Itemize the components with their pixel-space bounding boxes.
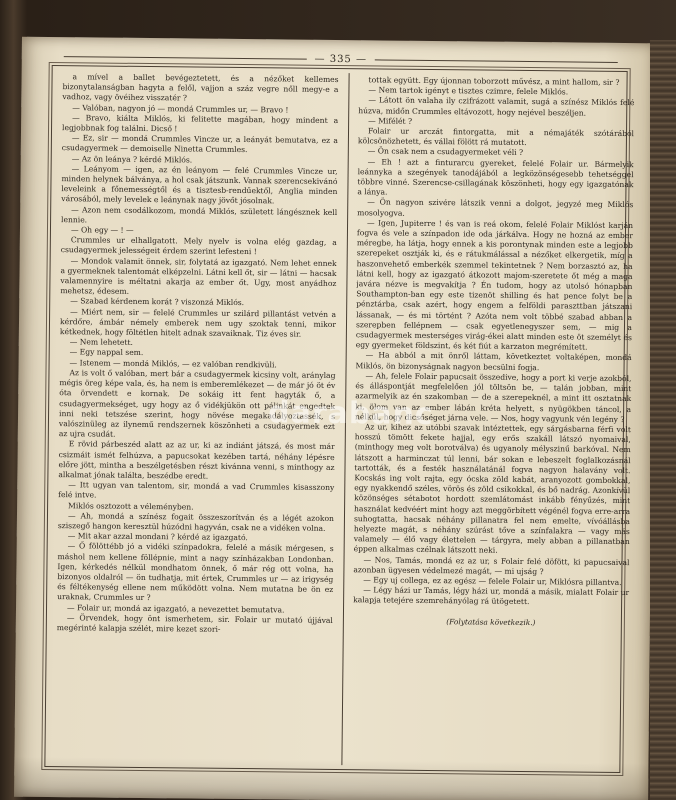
paragraph: — Istenem — mondá Miklós, — ez valóban rendkivüli.: [69, 357, 277, 370]
paragraph: — Oh egy — ! —: [70, 225, 134, 235]
page-bottom-shadow: [14, 757, 648, 800]
left-column: [55, 72, 338, 763]
paragraph: — Ha abból a mit önről láttam, következtet voltaképen, mondá Miklós, ön bizonyságnak nagyon becsülni fogja.: [355, 350, 632, 372]
paragraph: — Mondok valamit önnek, sir, folytatá az igazgató. Nem lehet ennek a gyermeknek talentomát elképzelni. Látni kell őt, sir — látni — hacsak valamennyire is méltatni akarja az ember őt. Ugy, most anyádhoz mehetsz, édesem.: [60, 255, 337, 297]
paragraph: — Nos, Tamás, mondá ez az ur, s Folair felé döfött, ki papucsaival azonban ügyesen védelmezé magát, — mi ujság ?: [353, 554, 630, 576]
right-column: [351, 75, 634, 766]
paragraph: — Igen, Jupiterre ! és van is reá okom, felelé Folair Miklóst karján fogva és vele a színpadon ide oda járkálva. Hogy ne hozná az ember méregbe, ha látja, hogy ennek a kis porontynak minden este a legjobb szerepeket osztják ki, és e rátukmálással a nézőket elkergetik, míg a haszonvehető emberkék szemmel tekintetnek ? Nem borzasztó az, ha látni kell, hogy az igazgató átkozott majom-szeretete őt még a maga javára nézve is megvakítja ? Én tudom, hogy az utolsó hónapban Southampton-ban egy este tizenöt shilling és hat pence folyt be a pénztárba, csak azért, hogy engem a felföldi paraszttban játszani lássanak, — és mi történt ? Azóta nem volt többé szabad abban a szerepben fellépnem — csak egyetlenegyszer sem, — mig a csudagyermek mesterséges virág-ékei alatt minden este öt személyt és egy gyermeket földszint, és két fiút a karzaton megrémített.: [355, 218, 634, 352]
paragraph: E rövid párbeszéd alatt az az ur, ki az indiánt játszá, és most már csizmáit ismét felhúzva, a papucsokat kezében tartá, néhány lépésre előre jött, mintha a beszélgetésben részt kivánna venni, s minthogy az alkalmat jónak találta, beszédbe eredt.: [58, 439, 335, 481]
paragraph: Az is volt ő valóban, mert bár a csudagyermek kicsiny volt, aránylag mégis öreg képe vala, és, ha nem is emberemlékezet — de már jó öt év óta örvendett e kornak. De sokáig itt fent hagyták ő, a csudagyermekséget, ugy hogy az ő vidékjükön ott pálinkát engedtek inni neki tetszése szerint, hogy növése megakadályoztassék, s valószinüleg az ilynemű rendszernek köszönheti a csudagyermek ezt az ujra csudát.: [58, 368, 336, 439]
paragraph: — Légy házi ur Tamás, légy házi ur, mondá a másik, mialatt Folair ur kalapja tetejére szemrehányólag rá ütögetett.: [353, 585, 630, 607]
paragraph: — Mit akar azzal mondani ? kérdé az igazgató.: [67, 531, 248, 543]
paragraph: — Folair ur, mondá az igazgató, a nevezettet bemutatva.: [66, 602, 285, 615]
column-divider: [341, 73, 349, 765]
text-frame: [44, 65, 635, 773]
paragraph: — Azon nem csodálkozom, mondá Miklós, született lángésznek kell lennie.: [61, 204, 338, 225]
paragraph: — Bravo, kiálta Miklós, ki felitette magában, hogy mindent a legjobbnak fog találni. Dicső !: [61, 113, 339, 134]
paragraph: Crummles ur elhallgatott. Mely nyelv is volna elég gazdag, a csudagyermek jelességeit érdem szerint lefesteni !: [60, 235, 337, 257]
paragraph: — Az ön leánya ? kérdé Miklós.: [71, 153, 193, 165]
paragraph: — Eh ! azt a finturarcu gyereket, felelé Folair ur. Bármelyik leánnyka a szegények tanodájából a legközönségesebb tehetséggel többre vinné. Szerencse-csillagának köszönheti, hogy egy igazgatónak a lánya.: [357, 156, 634, 197]
paragraph: — Egy nappal sem.: [69, 347, 144, 358]
paragraph: Folair ur arczát fintorgatta, mit a némajáték szótárából kölcsönözhetett, és vállai fölött rá mutatott.: [357, 126, 635, 148]
continuation-note: (Folytatása következik.): [446, 616, 536, 627]
book-spine: [650, 40, 676, 800]
page-number: — 335 —: [314, 53, 368, 65]
paragraph: — Egy uj collega, ez az egész — felele Folair ur, Miklósra pillantva.: [363, 575, 622, 587]
paragraph: — Nem lehetett.: [69, 337, 133, 348]
paragraph: tottak együtt. Egy újonnan toborzott művész, a mint hallom, sir ?: [368, 75, 620, 87]
paragraph: Az ur, kihez az utóbbi szavak intéztettek, egy sárgásbarna férfi volt hosszú tömött fekete hajjal, egy erős szakáll látszó nyomaival, (minthogy meg volt borotválva) és ugyanoly mélyszinű barkóval. Nem látszott a harminczat túl lenni, bár sokan e lebeszelt foglalkozásnál tartották, és a festék használatánál fogva nagyon halavány volt. Kocskás ing volt rajta, egy ócska zöld kabát, aranyozott gombokkal, egy nyakkendő széles, vörös és zöld csikokkal, és bő nadrág. Azonkívül közönséges sétabotot hordott szemlátomást inkább fényűzés, mint használat kedvéért mint hogy azt meggörbített végénél fogva erre-arra suhogtatta, hacsak néhány pillanatra fel nem emelte, vívóállásba helyezte magát, s néhány szúrást tőve a színfalakra — vagy más valamely — élő vagy élettelen — tárgyra, mely abban a pillanatban éppen alkalmas czélnak látszott neki.: [353, 422, 631, 556]
page-header: [56, 51, 626, 67]
paragraph: — Ő fölöttébb jó a vidéki színpadokra, felelé a másik mérgesen, s máshol nem kellene föllépnie, mint a nagy színházakban Londonban. Igen, kérkedés nélkül mondhatom önnek, ő már rég ott volna, ha bizonyos oldalról — ön tudhatja, mit értek, Crummles ur — az irigység és féltékenység ellene nem működött volna. Nem mutatna be ön ez uraknak, Crummles ur ?: [57, 541, 334, 603]
watermark-logo: darabanc: [267, 395, 434, 433]
paragraph: — Itt ugyan van talentom, sir, mondá a vad Crummles kisasszony felé intve.: [58, 480, 335, 500]
paragraph: — Látott ön valaha ily czifrázott valamit, sugá a színész Miklós felé húzva, midőn Crummles eltávozott, hogy nejével beszéljen.: [358, 95, 635, 118]
paragraph: a mível a ballet bevégeztetett, és a nézőket kellemes bizonytalanságban hagyta a felől, vajjon a száz vegre nőll megy-e a vadhoz, vagy övéihez visszatér ?: [62, 72, 339, 103]
paragraph: — Ez, sir — mondá Crummles Vincze ur, a leányát bemutatva, ez a csudagyermek — demoiselle Ninetta Crummles.: [61, 133, 338, 155]
paragraph: — Ön nagyon szivére látszik venni a dolgot, jegyzé meg Miklós mosolyogva.: [357, 197, 634, 218]
paragraph: — Ön csak nem a csudagyermeket véli ?: [367, 146, 524, 158]
paragraph: — Valóban, nagyon jó — mondá Crummles ur, — Bravo !: [72, 102, 289, 115]
paragraph: — Nem tartok igényt e tisztes czimre, felele Miklós.: [368, 85, 569, 97]
paragraph: — Ah, mondá a színész fogait összeszorítván és a légét azokon sziszegő hangon keresztül húzódni hagyván, csak ne a vidéken volna.: [57, 510, 335, 533]
paragraph: Miklós osztozott a véleményben.: [68, 500, 194, 512]
book-page: [14, 37, 656, 800]
paragraph: — Leányom — igen, az én leányom — felé Crummles Vincze ur, minden helynek bálványa, a hol csak játszunk. Vannak szerencsekivánó leveleink a főnemességtől és a tisztesb-rendűektől, Anglia minden városából, mely levelek e leánynak nagy jövőt jósolnak.: [61, 164, 338, 206]
paragraph: — Ah, felele Folair papucsait összedive, hogy a port ki verje azokból, és álláspontját megfelelően jól töltsön be, — talán jobban, mint azarmelyik az én szakomban — de a szerepeknél, a mint itt osztatnak ki, ölom van az ember lábán kréta helyett, s nyügökben táncol, a nélkül, hogy dicsőséget járna vele. — Nos, hogy vagyunk vén legény ?: [354, 371, 632, 424]
paragraph: — Örvendek, hogy önt ismerhetem, sir. Folair ur mutató újjával megérinté kalapja szélét, mire kezet szori-: [56, 612, 333, 634]
paragraph: — Mifélét ?: [368, 116, 413, 126]
paragraph: — Szabad kérdenem korát ? viszonzá Miklós.: [70, 296, 245, 308]
paragraph: — Miért nem, sir — felelé Crummles ur szilárd pillantást vetvén a kérdőre, ámbár némely emberek nem ugy szoktak tenni, mikor kétkednek, hogy föltétlen hitelt adnak szavaiknak. Tiz éves sir.: [59, 306, 337, 339]
